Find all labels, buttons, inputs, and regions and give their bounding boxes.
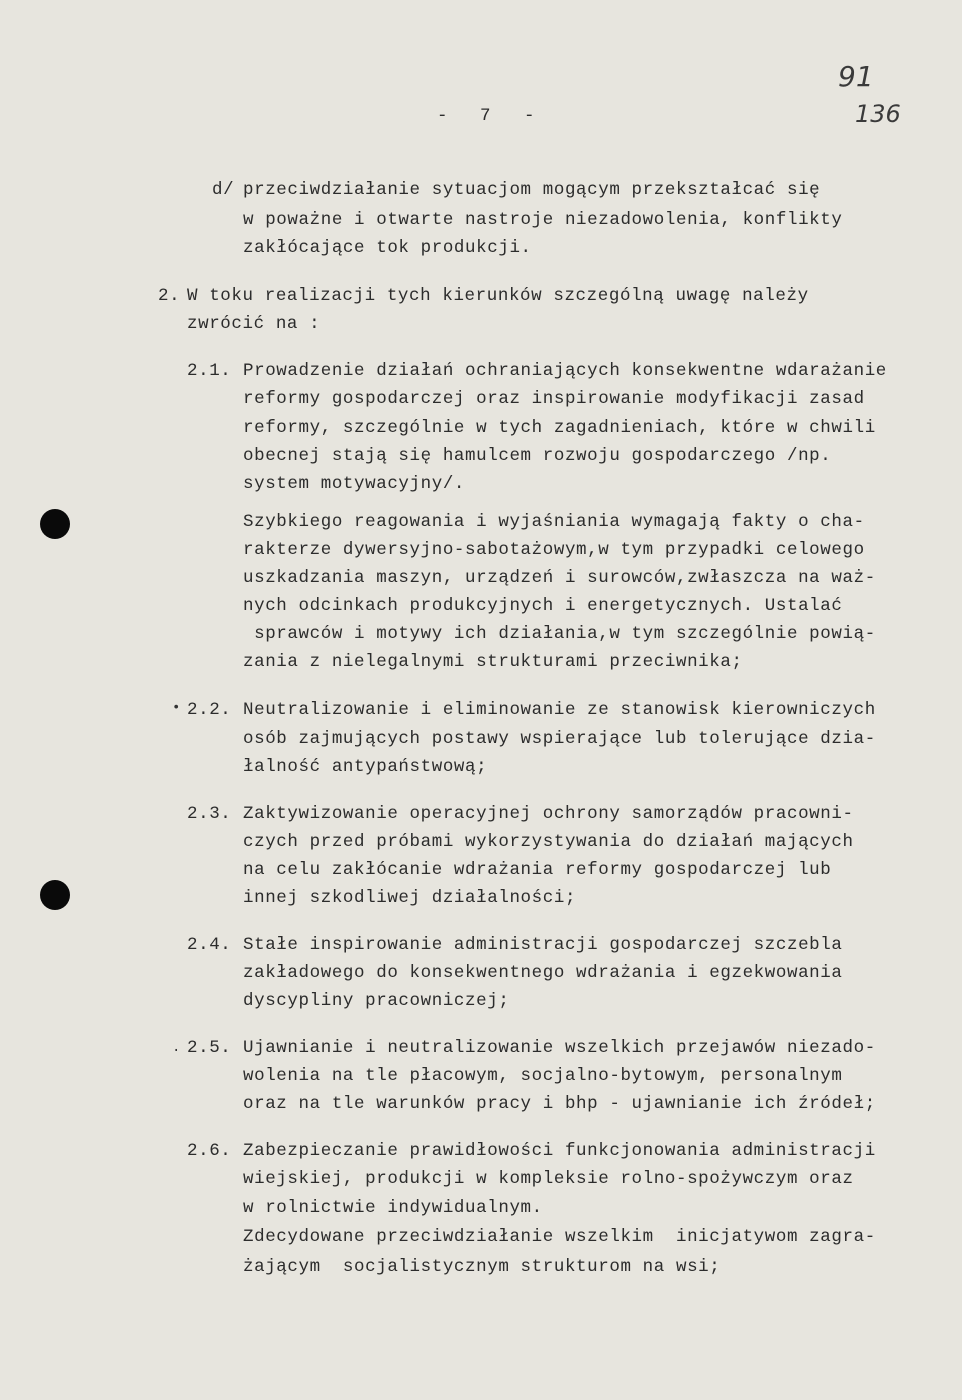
intro-line: przeciwdziałanie sytuacjom mogącym przekształcać się [243, 180, 821, 200]
section-2-line: W toku realizacji tych kierunków szczególną uwagę należy [187, 286, 809, 306]
item-line: na celu zakłócanie wdrażania reformy gospodarczej lub [243, 860, 832, 880]
page-number-left-dash: - [437, 106, 449, 126]
intro-line: zakłócające tok produkcji. [243, 238, 532, 258]
item-line: dyscypliny pracowniczej; [243, 991, 510, 1011]
item-label: 2.5. [187, 1038, 232, 1058]
item-extra-line: nych odcinkach produkcyjnych i energetycznych. Ustalać [243, 596, 843, 616]
item-line: Stałe inspirowanie administracji gospodarczej szczebla [243, 935, 843, 955]
item-line: wolenia na tle płacowym, socjalno-bytowym, personalnym [243, 1066, 843, 1086]
item-line: zakładowego do konsekwentnego wdrażania i egzekwowania [243, 963, 843, 983]
item-line: w rolnictwie indywidualnym. [243, 1198, 543, 1218]
item-line: reformy gospodarczej oraz inspirowanie modyfikacji zasad [243, 389, 865, 409]
item-label: 2.2. [187, 700, 232, 720]
item-line: Zabezpieczanie prawidłowości funkcjonowania administracji [243, 1141, 876, 1161]
item-line: łalność antypaństwową; [243, 757, 488, 777]
item-line: obecnej stają się hamulcem rozwoju gospodarczego /np. [243, 446, 832, 466]
item-extra-line: sprawców i motywy ich działania,w tym szczególnie powią- [243, 624, 876, 644]
item-line: żającym socjalistycznym strukturom na wsi; [243, 1257, 721, 1277]
item-line: Zaktywizowanie operacyjnej ochrony samorządów pracowni- [243, 804, 854, 824]
item-label: 2.4. [187, 935, 232, 955]
item-extra-line: uszkadzania maszyn, urządzeń i surowców,zwłaszcza na waż- [243, 568, 876, 588]
item-label: 2.1. [187, 361, 232, 381]
item-label: 2.6. [187, 1141, 232, 1161]
item-line: oraz na tle warunków pracy i bhp - ujawnianie ich źródeł; [243, 1094, 876, 1114]
page-number-right-dash: - [524, 106, 536, 126]
section-2-label: 2. [158, 286, 181, 306]
item-extra-line: Szybkiego reagowania i wyjaśniania wymagają fakty o cha- [243, 512, 865, 532]
item-line: system motywacyjny/. [243, 474, 466, 494]
page-number-value: 7 [480, 106, 492, 126]
punch-hole-top [40, 509, 70, 539]
item-line: Ujawnianie i neutralizowanie wszelkich przejawów niezado- [243, 1038, 876, 1058]
margin-dot-mark: . [172, 1040, 181, 1056]
intro-line: w poważne i otwarte nastroje niezadowolenia, konflikty [243, 210, 843, 230]
intro-label: d/ [212, 180, 235, 200]
item-line: reformy, szczególnie w tych zagadnieniach, które w chwili [243, 418, 876, 438]
item-line: osób zajmujących postawy wspierające lub tolerujące dzia- [243, 729, 876, 749]
section-2-line: zwrócić na : [187, 314, 321, 334]
handwritten-folio-bottom: 136 [855, 100, 901, 128]
item-extra-line: rakterze dywersyjno-sabotażowym,w tym przypadki celowego [243, 540, 865, 560]
item-line: wiejskiej, produkcji w kompleksie rolno-spożywczym oraz [243, 1169, 854, 1189]
punch-hole-bottom [40, 880, 70, 910]
item-line: czych przed próbami wykorzystywania do działań mających [243, 832, 854, 852]
item-extra-line: zania z nielegalnymi strukturami przeciwnika; [243, 652, 743, 672]
margin-dot-mark: • [172, 700, 181, 716]
item-line: Zdecydowane przeciwdziałanie wszelkim inicjatywom zagra- [243, 1227, 876, 1247]
item-line: Neutralizowanie i eliminowanie ze stanowisk kierowniczych [243, 700, 876, 720]
item-label: 2.3. [187, 804, 232, 824]
handwritten-folio-top: 91 [838, 60, 874, 93]
item-line: innej szkodliwej działalności; [243, 888, 577, 908]
item-line: Prowadzenie działań ochraniających konsekwentne wdarażanie [243, 361, 887, 381]
